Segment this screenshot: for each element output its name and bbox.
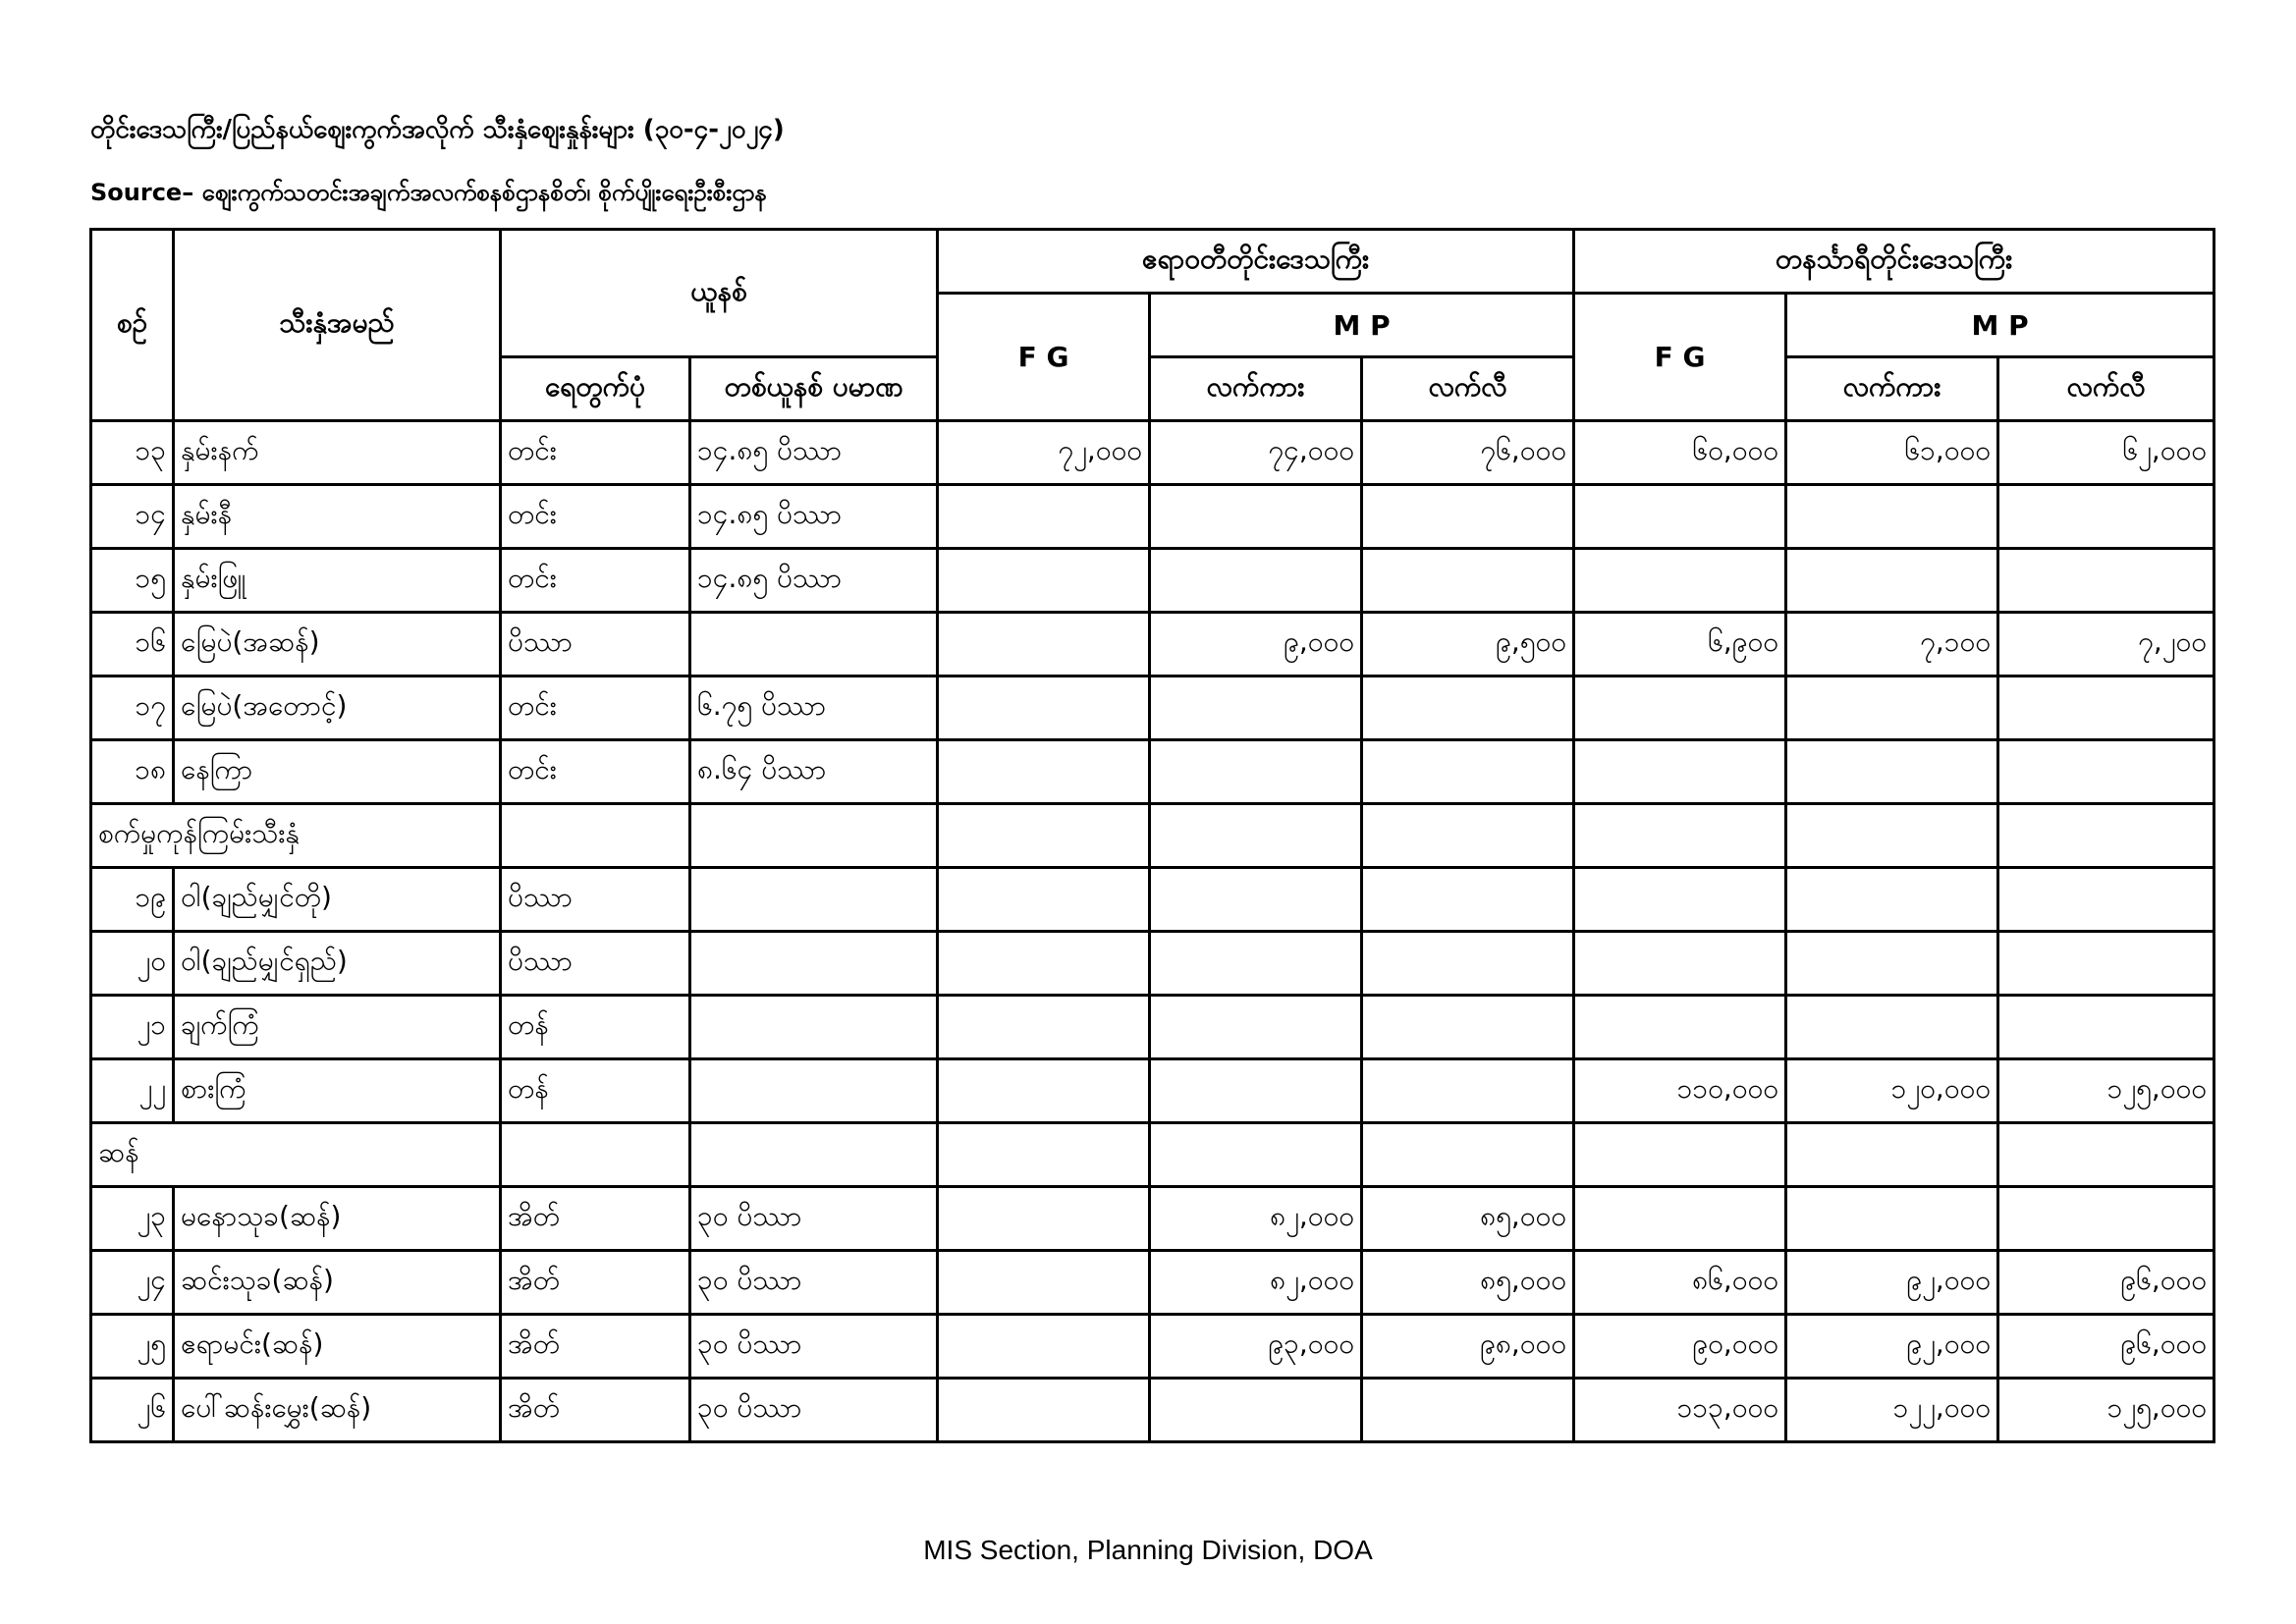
table-row xyxy=(91,1379,2214,1442)
cell-unit: အိတ် xyxy=(501,1315,690,1379)
cell-r1-wholesale xyxy=(1150,1379,1362,1442)
cell-r2-retail: ၁၂၅,၀၀၀ xyxy=(1998,1059,2214,1123)
cell-size xyxy=(690,932,938,996)
cell-size xyxy=(690,1059,938,1123)
cell-no: ၂၀ xyxy=(91,932,174,996)
cell-r1-fg xyxy=(938,613,1150,677)
table-row xyxy=(91,677,2214,740)
cell-unit: အိတ် xyxy=(501,1187,690,1251)
empty-cell xyxy=(690,1123,938,1187)
header-r2-mp: M P xyxy=(1786,294,2214,357)
cell-r2-retail xyxy=(1998,868,2214,932)
cell-r1-fg: ၇၂,၀၀၀ xyxy=(938,421,1150,485)
cell-no: ၂၁ xyxy=(91,996,174,1059)
cell-name: နှမ်းနက် xyxy=(174,421,501,485)
table-header xyxy=(91,230,2214,421)
cell-r1-wholesale xyxy=(1150,485,1362,549)
cell-r1-retail: ၈၅,၀၀၀ xyxy=(1362,1251,1574,1315)
cell-r1-wholesale xyxy=(1150,868,1362,932)
cell-r1-fg xyxy=(938,740,1150,804)
cell-no: ၁၄ xyxy=(91,485,174,549)
cell-r2-wholesale: ၇,၁၀၀ xyxy=(1786,613,1998,677)
cell-r2-retail xyxy=(1998,1187,2214,1251)
cell-r2-retail: ၆၂,၀၀၀ xyxy=(1998,421,2214,485)
header-r1-mp: M P xyxy=(1150,294,1574,357)
cell-r1-retail xyxy=(1362,932,1574,996)
table-row xyxy=(91,613,2214,677)
cell-unit: တန် xyxy=(501,1059,690,1123)
empty-cell xyxy=(1998,804,2214,868)
table-row xyxy=(91,1187,2214,1251)
cell-r1-wholesale: ၉,၀၀၀ xyxy=(1150,613,1362,677)
cell-r1-wholesale xyxy=(1150,996,1362,1059)
cell-r1-wholesale xyxy=(1150,740,1362,804)
cell-r2-fg xyxy=(1574,1187,1786,1251)
table-row xyxy=(91,932,2214,996)
cell-r1-fg xyxy=(938,1251,1150,1315)
table-row xyxy=(91,740,2214,804)
cell-unit: တင်း xyxy=(501,421,690,485)
header-region-tanintharyi: တနင်္သာရီတိုင်းဒေသကြီး xyxy=(1574,230,2214,294)
cell-r1-fg xyxy=(938,549,1150,613)
footer: MIS Section, Planning Division, DOA xyxy=(923,1535,1373,1565)
cell-name: ချက်ကြံ xyxy=(174,996,501,1059)
cell-r1-wholesale: ၈၂,၀၀၀ xyxy=(1150,1187,1362,1251)
cell-r2-retail: ၉၆,၀၀၀ xyxy=(1998,1315,2214,1379)
cell-r1-wholesale xyxy=(1150,677,1362,740)
header-unit-local: ရေတွက်ပုံ xyxy=(501,357,690,421)
cell-r2-retail: ၁၂၅,၀၀၀ xyxy=(1998,1379,2214,1442)
cell-r2-wholesale xyxy=(1786,549,1998,613)
cell-r2-fg xyxy=(1574,868,1786,932)
cell-r2-fg xyxy=(1574,549,1786,613)
table-row xyxy=(91,1251,2214,1315)
cell-name: ဧရာမင်း(ဆန်) xyxy=(174,1315,501,1379)
cell-no: ၁၃ xyxy=(91,421,174,485)
cell-unit: အိတ် xyxy=(501,1379,690,1442)
page-title: တိုင်းဒေသကြီး/ပြည်နယ်ဈေးကွက်အလိုက် သီးနှံဈေးနှုန်းများ (၃၀-၄-၂၀၂၄) xyxy=(90,115,785,144)
cell-r2-wholesale xyxy=(1786,485,1998,549)
cell-size: ၃၀ ပိဿာ xyxy=(690,1187,938,1251)
source-line: Source– ဈေးကွက်သတင်းအချက်အလက်စနစ်ဌာနစိတ်၊ စိုက်ပျိုးရေးဦးစီးဌာန xyxy=(90,179,767,206)
cell-unit: တင်း xyxy=(501,677,690,740)
cell-r2-retail xyxy=(1998,932,2214,996)
cell-r1-retail xyxy=(1362,677,1574,740)
cell-r2-wholesale xyxy=(1786,677,1998,740)
cell-size xyxy=(690,613,938,677)
empty-cell xyxy=(1574,1123,1786,1187)
empty-cell xyxy=(1786,804,1998,868)
cell-size: ၁၄.၈၅ ပိဿာ xyxy=(690,421,938,485)
cell-unit: တင်း xyxy=(501,549,690,613)
cell-r2-retail: ၉၆,၀၀၀ xyxy=(1998,1251,2214,1315)
empty-cell xyxy=(1574,804,1786,868)
cell-r1-retail: ၈၅,၀၀၀ xyxy=(1362,1187,1574,1251)
cell-r2-wholesale xyxy=(1786,996,1998,1059)
cell-r1-wholesale xyxy=(1150,549,1362,613)
cell-r1-wholesale xyxy=(1150,1059,1362,1123)
category-row xyxy=(91,1123,2214,1187)
cell-no: ၂၃ xyxy=(91,1187,174,1251)
header-region-ayeyarwady: ဧရာဝတီတိုင်းဒေသကြီး xyxy=(938,230,1574,294)
cell-name: မနောသုခ(ဆန်) xyxy=(174,1187,501,1251)
cell-name: နေကြာ xyxy=(174,740,501,804)
empty-cell xyxy=(938,1123,1150,1187)
cell-name: နှမ်းနီ xyxy=(174,485,501,549)
table-body xyxy=(91,421,2214,1442)
cell-r1-retail: ၇၆,၀၀၀ xyxy=(1362,421,1574,485)
cell-r2-fg: ၈၆,၀၀၀ xyxy=(1574,1251,1786,1315)
cell-no: ၂၂ xyxy=(91,1059,174,1123)
cell-r2-wholesale: ၉၂,၀၀၀ xyxy=(1786,1251,1998,1315)
cell-r2-fg: ၁၁၃,၀၀၀ xyxy=(1574,1379,1786,1442)
cell-r1-fg xyxy=(938,868,1150,932)
cell-r1-fg xyxy=(938,677,1150,740)
header-unit-size: တစ်ယူနစ် ပမာဏ xyxy=(690,357,938,421)
empty-cell xyxy=(938,804,1150,868)
empty-cell xyxy=(501,1123,690,1187)
cell-name: ဆင်းသုခ(ဆန်) xyxy=(174,1251,501,1315)
price-table xyxy=(89,228,2215,1443)
cell-r1-fg xyxy=(938,1059,1150,1123)
cell-r1-wholesale: ၇၄,၀၀၀ xyxy=(1150,421,1362,485)
cell-r2-retail xyxy=(1998,549,2214,613)
table-row xyxy=(91,1315,2214,1379)
cell-no: ၂၅ xyxy=(91,1315,174,1379)
cell-r2-fg: ၉၀,၀၀၀ xyxy=(1574,1315,1786,1379)
cell-name: မြေပဲ(အဆန်) xyxy=(174,613,501,677)
header-r1-wholesale: လက်ကား xyxy=(1150,357,1362,421)
cell-name: ပေါ်ဆန်းမွှေး(ဆန်) xyxy=(174,1379,501,1442)
cell-no: ၂၆ xyxy=(91,1379,174,1442)
cell-r2-fg xyxy=(1574,932,1786,996)
empty-cell xyxy=(1998,1123,2214,1187)
cell-r2-retail xyxy=(1998,740,2214,804)
cell-r1-fg xyxy=(938,1379,1150,1442)
cell-name: ဝါ(ချည်မျှင်ရှည်) xyxy=(174,932,501,996)
cell-r2-retail xyxy=(1998,677,2214,740)
cell-name: စားကြံ xyxy=(174,1059,501,1123)
table-row xyxy=(91,549,2214,613)
cell-unit: ပိဿာ xyxy=(501,868,690,932)
empty-cell xyxy=(1150,804,1362,868)
cell-r1-retail xyxy=(1362,996,1574,1059)
header-r2-retail: လက်လီ xyxy=(1998,357,2214,421)
empty-cell xyxy=(690,804,938,868)
cell-unit: တင်း xyxy=(501,485,690,549)
cell-size: ၃၀ ပိဿာ xyxy=(690,1379,938,1442)
cell-r2-wholesale: ၆၁,၀၀၀ xyxy=(1786,421,1998,485)
header-crop-name: သီးနှံအမည် xyxy=(174,230,501,421)
cell-r1-retail xyxy=(1362,740,1574,804)
cell-size: ၆.၇၅ ပိဿာ xyxy=(690,677,938,740)
cell-r1-retail xyxy=(1362,549,1574,613)
table-row xyxy=(91,868,2214,932)
cell-r1-wholesale: ၈၂,၀၀၀ xyxy=(1150,1251,1362,1315)
cell-r1-retail: ၉၈,၀၀၀ xyxy=(1362,1315,1574,1379)
cell-r2-fg xyxy=(1574,996,1786,1059)
cell-size xyxy=(690,868,938,932)
cell-r1-retail: ၉,၅၀၀ xyxy=(1362,613,1574,677)
header-r2-wholesale: လက်ကား xyxy=(1786,357,1998,421)
category-label: ဆန် xyxy=(91,1123,501,1187)
cell-r2-fg: ၆,၉၀၀ xyxy=(1574,613,1786,677)
empty-cell xyxy=(1150,1123,1362,1187)
cell-no: ၁၅ xyxy=(91,549,174,613)
cell-r1-wholesale: ၉၃,၀၀၀ xyxy=(1150,1315,1362,1379)
cell-r1-fg xyxy=(938,996,1150,1059)
cell-size: ၃၀ ပိဿာ xyxy=(690,1315,938,1379)
cell-r1-retail xyxy=(1362,868,1574,932)
cell-r1-retail xyxy=(1362,1379,1574,1442)
cell-size xyxy=(690,996,938,1059)
cell-r2-fg xyxy=(1574,740,1786,804)
cell-no: ၁၉ xyxy=(91,868,174,932)
cell-r2-retail: ၇,၂၀၀ xyxy=(1998,613,2214,677)
cell-r1-retail xyxy=(1362,1059,1574,1123)
cell-no: ၁၇ xyxy=(91,677,174,740)
category-row xyxy=(91,804,2214,868)
table-row xyxy=(91,421,2214,485)
cell-name: မြေပဲ(အတောင့်) xyxy=(174,677,501,740)
cell-r2-wholesale: ၉၂,၀၀၀ xyxy=(1786,1315,1998,1379)
cell-unit: တန် xyxy=(501,996,690,1059)
cell-r2-wholesale xyxy=(1786,868,1998,932)
table-row xyxy=(91,1059,2214,1123)
cell-size: ၁၄.၈၅ ပိဿာ xyxy=(690,485,938,549)
cell-size: ၃၀ ပိဿာ xyxy=(690,1251,938,1315)
cell-r2-fg: ၆၀,၀၀၀ xyxy=(1574,421,1786,485)
cell-no: ၁၆ xyxy=(91,613,174,677)
cell-r2-wholesale xyxy=(1786,740,1998,804)
cell-size: ၁၄.၈၅ ပိဿာ xyxy=(690,549,938,613)
cell-no: ၁၈ xyxy=(91,740,174,804)
cell-r2-wholesale: ၁၂၂,၀၀၀ xyxy=(1786,1379,1998,1442)
cell-name: ဝါ(ချည်မျှင်တို) xyxy=(174,868,501,932)
cell-r2-wholesale xyxy=(1786,932,1998,996)
cell-r2-fg xyxy=(1574,485,1786,549)
table-row xyxy=(91,485,2214,549)
cell-unit: ပိဿာ xyxy=(501,932,690,996)
cell-r1-fg xyxy=(938,932,1150,996)
cell-r1-fg xyxy=(938,1187,1150,1251)
empty-cell xyxy=(1362,1123,1574,1187)
cell-r2-wholesale: ၁၂၀,၀၀၀ xyxy=(1786,1059,1998,1123)
table-row xyxy=(91,996,2214,1059)
header-r2-fg: F G xyxy=(1574,294,1786,421)
cell-r1-retail xyxy=(1362,485,1574,549)
cell-r2-fg xyxy=(1574,677,1786,740)
header-no: စဉ် xyxy=(91,230,174,421)
cell-unit: အိတ် xyxy=(501,1251,690,1315)
empty-cell xyxy=(1786,1123,1998,1187)
cell-no: ၂၄ xyxy=(91,1251,174,1315)
empty-cell xyxy=(501,804,690,868)
cell-unit: တင်း xyxy=(501,740,690,804)
category-label: စက်မှုကုန်ကြမ်းသီးနှံ xyxy=(91,804,501,868)
cell-r1-fg xyxy=(938,485,1150,549)
cell-r2-retail xyxy=(1998,485,2214,549)
cell-r2-fg: ၁၁၀,၀၀၀ xyxy=(1574,1059,1786,1123)
header-unit: ယူနစ် xyxy=(501,230,938,357)
header-r1-retail: လက်လီ xyxy=(1362,357,1574,421)
cell-r1-fg xyxy=(938,1315,1150,1379)
header-r1-fg: F G xyxy=(938,294,1150,421)
cell-r2-retail xyxy=(1998,996,2214,1059)
cell-size: ၈.၆၄ ပိဿာ xyxy=(690,740,938,804)
cell-r1-wholesale xyxy=(1150,932,1362,996)
cell-name: နှမ်းဖြူ xyxy=(174,549,501,613)
cell-unit: ပိဿာ xyxy=(501,613,690,677)
cell-r2-wholesale xyxy=(1786,1187,1998,1251)
empty-cell xyxy=(1362,804,1574,868)
